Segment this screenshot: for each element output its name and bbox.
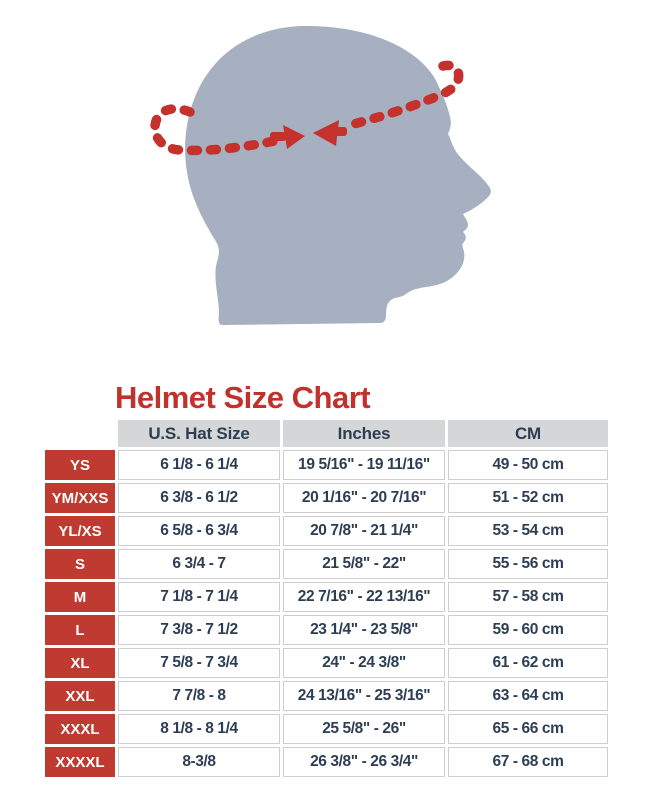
size-label-cell: YL/XS	[45, 516, 115, 546]
cm-cell: 51 - 52 cm	[448, 483, 608, 513]
hat-size-cell: 8-3/8	[118, 747, 280, 777]
cm-cell: 55 - 56 cm	[448, 549, 608, 579]
size-label-cell: XXL	[45, 681, 115, 711]
head-measurement-illustration	[0, 0, 648, 372]
head-silhouette	[185, 26, 491, 325]
inches-cell: 25 5/8" - 26"	[283, 714, 445, 744]
inches-cell: 26 3/8" - 26 3/4"	[283, 747, 445, 777]
inches-cell: 21 5/8" - 22"	[283, 549, 445, 579]
inches-cell: 24 13/16" - 25 3/16"	[283, 681, 445, 711]
tape-arrow-left-stem	[333, 127, 347, 136]
hat-size-cell: 6 5/8 - 6 3/4	[118, 516, 280, 546]
size-table	[45, 420, 608, 777]
hat-size-cell: 8 1/8 - 8 1/4	[118, 714, 280, 744]
column-header-cm: CM	[448, 420, 608, 447]
hat-size-cell: 6 3/8 - 6 1/2	[118, 483, 280, 513]
inches-cell: 19 5/16" - 19 11/16"	[283, 450, 445, 480]
size-label-cell: M	[45, 582, 115, 612]
inches-cell: 20 7/8" - 21 1/4"	[283, 516, 445, 546]
tape-arrow-right-stem	[270, 132, 286, 141]
cm-cell: 61 - 62 cm	[448, 648, 608, 678]
hat-size-cell: 7 3/8 - 7 1/2	[118, 615, 280, 645]
column-header-inches: Inches	[283, 420, 445, 447]
size-label-cell: YS	[45, 450, 115, 480]
cm-cell: 63 - 64 cm	[448, 681, 608, 711]
hat-size-cell: 7 1/8 - 7 1/4	[118, 582, 280, 612]
size-label-cell: YM/XXS	[45, 483, 115, 513]
page-title: Helmet Size Chart	[115, 380, 371, 415]
inches-cell: 22 7/16" - 22 13/16"	[283, 582, 445, 612]
size-label-cell: XXXL	[45, 714, 115, 744]
cm-cell: 67 - 68 cm	[448, 747, 608, 777]
size-label-cell: S	[45, 549, 115, 579]
hat-size-cell: 6 1/8 - 6 1/4	[118, 450, 280, 480]
table-corner-spacer	[45, 420, 115, 447]
size-label-cell: XXXXL	[45, 747, 115, 777]
cm-cell: 59 - 60 cm	[448, 615, 608, 645]
size-label-cell: XL	[45, 648, 115, 678]
cm-cell: 53 - 54 cm	[448, 516, 608, 546]
hat-size-cell: 6 3/4 - 7	[118, 549, 280, 579]
cm-cell: 49 - 50 cm	[448, 450, 608, 480]
head-diagram-svg	[0, 0, 648, 372]
cm-cell: 57 - 58 cm	[448, 582, 608, 612]
cm-cell: 65 - 66 cm	[448, 714, 608, 744]
inches-cell: 23 1/4" - 23 5/8"	[283, 615, 445, 645]
hat-size-cell: 7 7/8 - 8	[118, 681, 280, 711]
inches-cell: 24" - 24 3/8"	[283, 648, 445, 678]
inches-cell: 20 1/16" - 20 7/16"	[283, 483, 445, 513]
hat-size-cell: 7 5/8 - 7 3/4	[118, 648, 280, 678]
size-label-cell: L	[45, 615, 115, 645]
column-header-hat-size: U.S. Hat Size	[118, 420, 280, 447]
